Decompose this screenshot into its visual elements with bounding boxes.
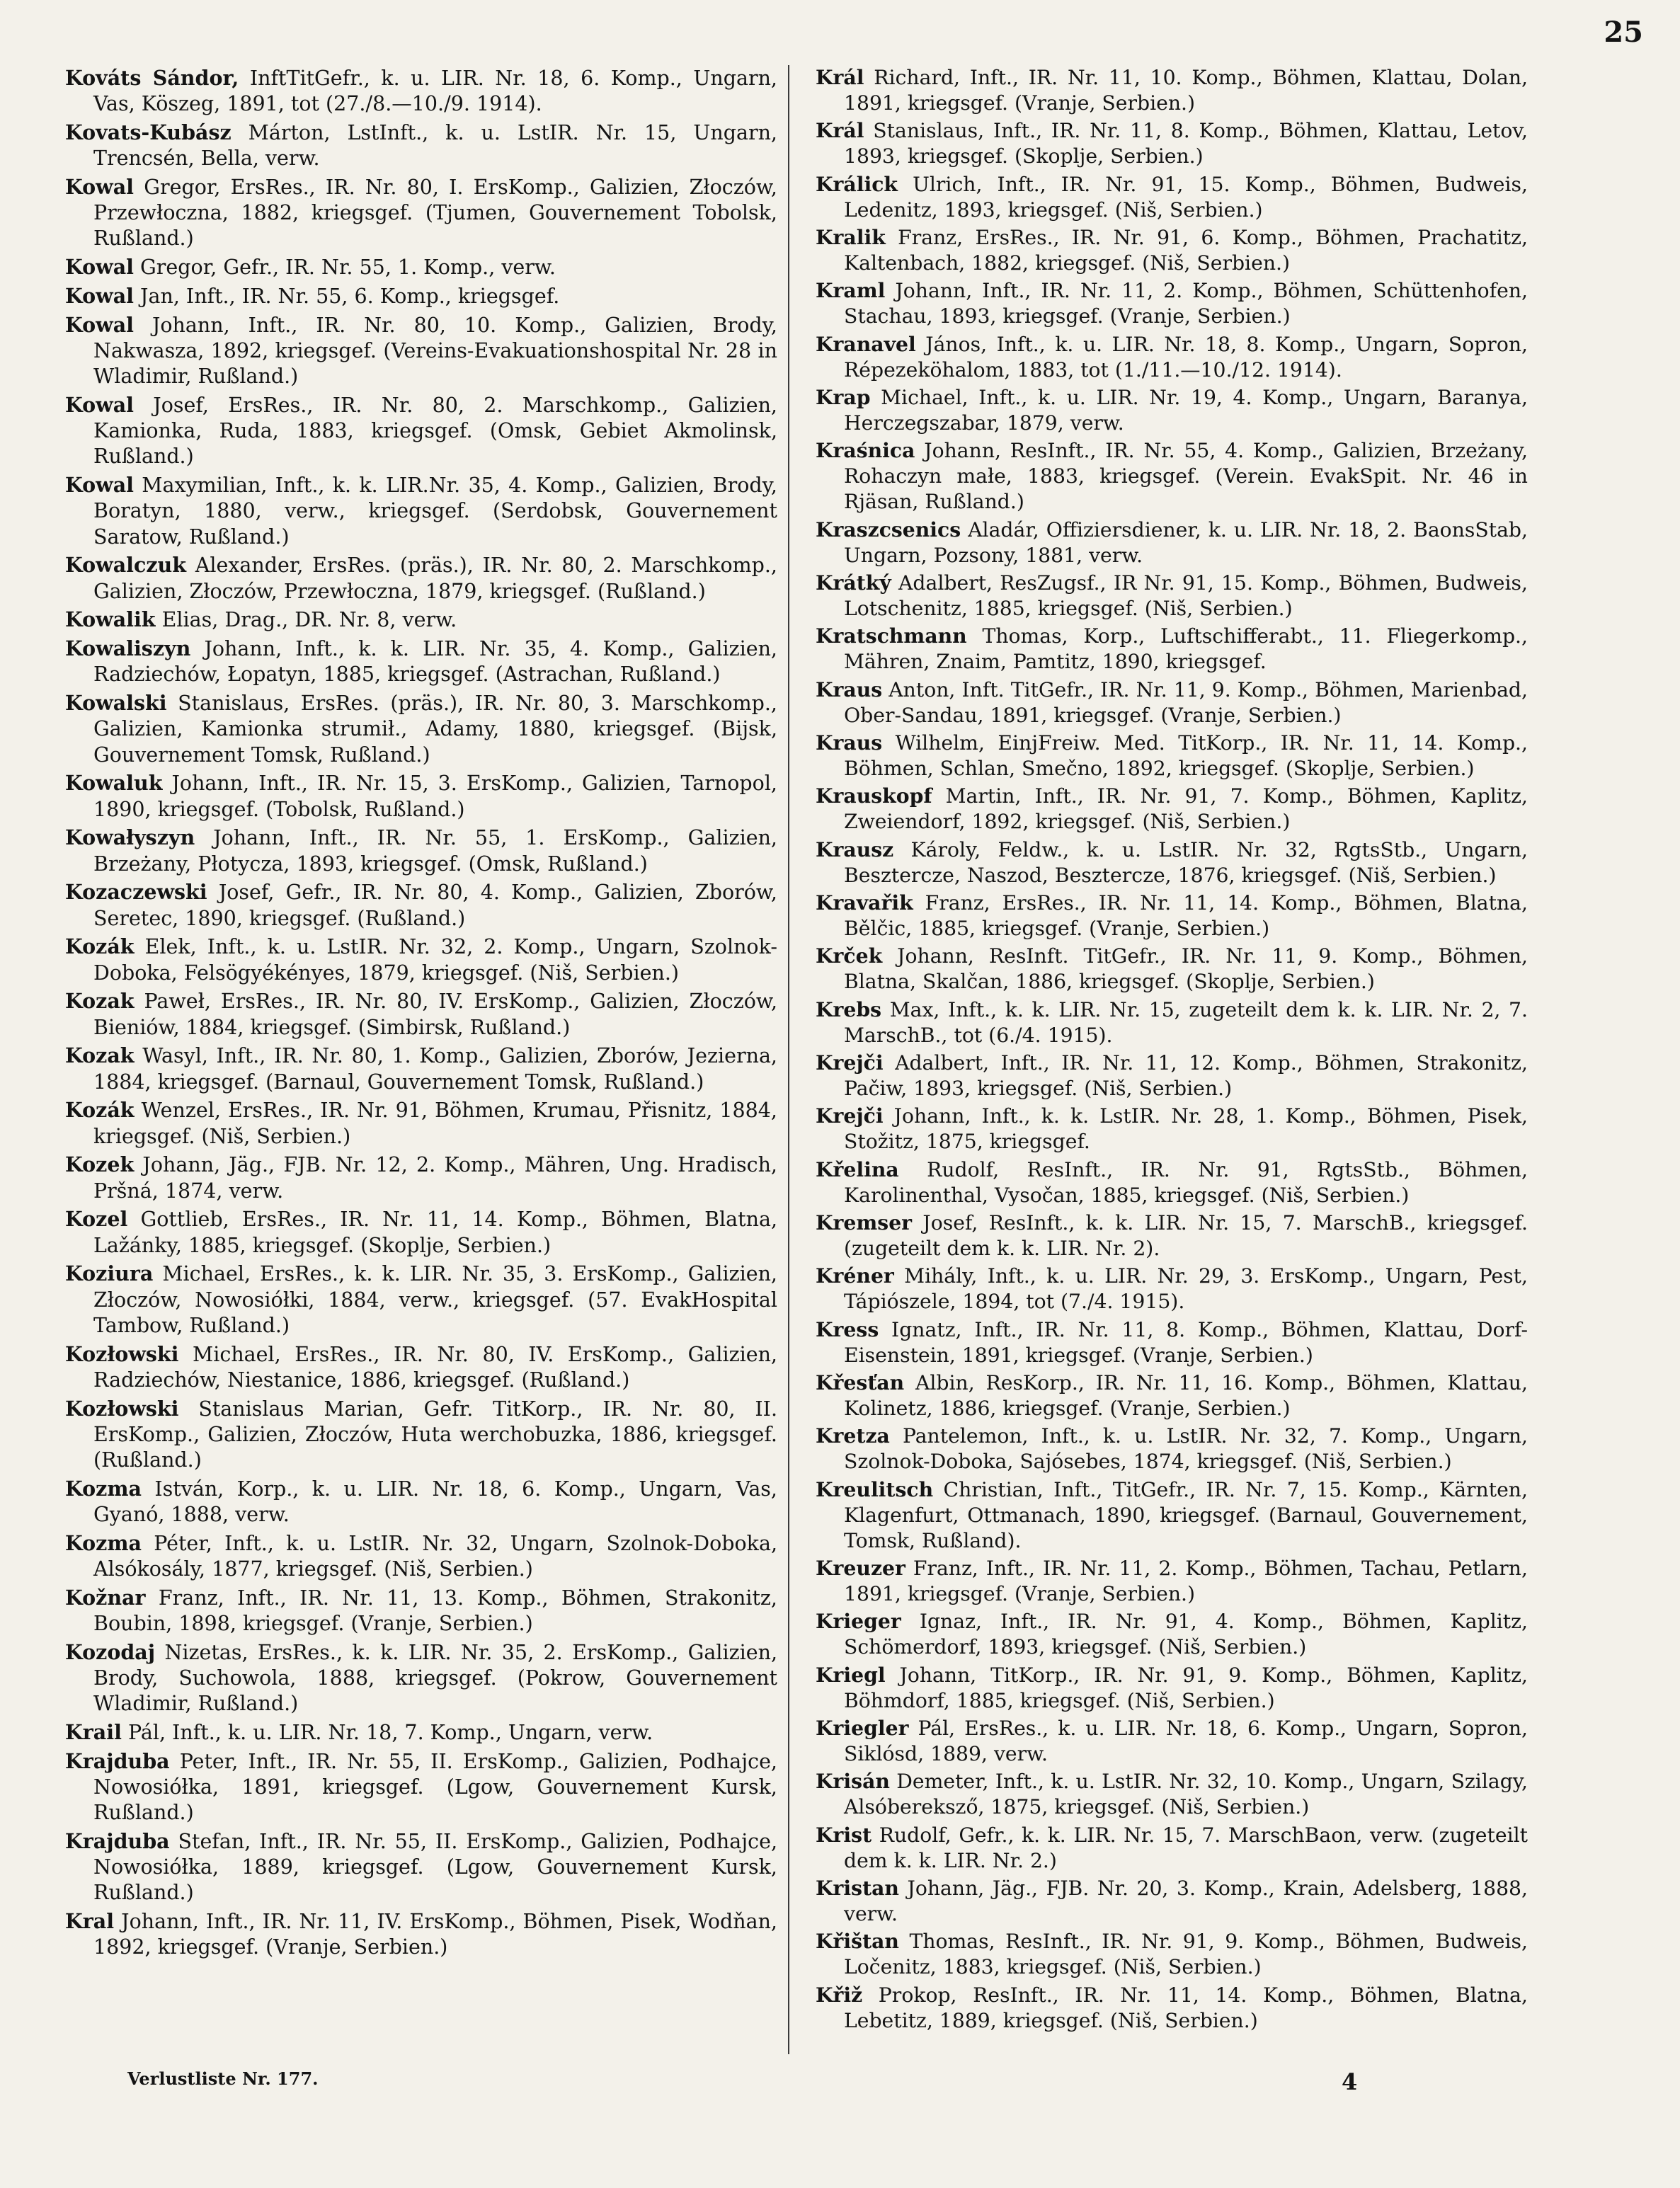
list-entry	[65, 120, 777, 171]
list-entry	[65, 283, 777, 309]
entry-details: Johann, ResInft. TitGefr., IR. Nr. 11, 9. Komp., Böhmen, Blatna, Skalčan, 1886, kriegsgef. (Skoplje, Serbien.)	[844, 944, 1528, 994]
right-column	[816, 65, 1528, 2036]
list-entry	[65, 1639, 777, 1717]
list-entry	[816, 677, 1528, 728]
list-entry	[816, 890, 1528, 941]
entry-details: Wenzel, ErsRes., IR. Nr. 91, Böhmen, Krumau, Přisnitz, 1884, kriegsgef. (Niš, Serbien.)	[93, 1099, 777, 1148]
list-entry	[65, 770, 777, 822]
entry-details: Christian, Inft., TitGefr., IR. Nr. 7, 15. Komp., Kärnten, Klagenfurt, Ottmanach, 1890, kriegsgef. (Barnaul, Gouvernement, Tomsk, Rußland).	[844, 1477, 1528, 1552]
entry-details: Albin, ResKorp., IR. Nr. 11, 16. Komp., Böhmen, Klattau, Kolinetz, 1886, kriegsgef. (Vranje, Serbien.)	[844, 1371, 1528, 1420]
entry-surname: Kozodaj	[65, 1639, 156, 1664]
entry-surname: Kraszcsenics	[816, 517, 961, 542]
entry-details: Wasyl, Inft., IR. Nr. 80, 1. Komp., Galizien, Zborów, Jezierna, 1884, kriegsgef. (Barnaul, Gouvernement Tomsk, Rußland.)	[93, 1044, 777, 1094]
entry-surname: Krausz	[816, 837, 894, 861]
entry-details: Márton, LstInft., k. u. LstIR. Nr. 15, Ungarn, Trencsén, Bella, verw.	[93, 121, 777, 171]
list-entry	[65, 879, 777, 931]
list-entry	[816, 118, 1528, 169]
list-entry	[65, 1261, 777, 1339]
list-entry	[816, 517, 1528, 568]
entry-details: Ulrich, Inft., IR. Nr. 91, 15. Komp., Böhmen, Budweis, Ledenitz, 1893, kriegsgef. (Niš, Serbien.)	[844, 172, 1528, 222]
entry-surname: Kozma	[65, 1476, 142, 1501]
entry-surname: Kretza	[816, 1424, 890, 1448]
page-number: 25	[1604, 16, 1643, 49]
entry-surname: Kozak	[65, 1043, 135, 1068]
entry-surname: Kowalik	[65, 607, 156, 632]
entry-surname: Křiž	[816, 1982, 863, 2007]
entry-surname: Kréner	[816, 1264, 894, 1288]
list-entry	[816, 1264, 1528, 1314]
entry-surname: Kowal	[65, 175, 134, 199]
entry-surname: Kraus	[816, 677, 883, 701]
entry-details: Ignatz, Inft., IR. Nr. 11, 8. Komp., Böhmen, Klattau, Dorf-Eisenstein, 1891, kriegsgef. (Vranje, Serbien.)	[844, 1317, 1528, 1367]
entry-surname: Král	[816, 118, 864, 143]
list-entry	[816, 1424, 1528, 1474]
entry-details: Stefan, Inft., IR. Nr. 55, II. ErsKomp., Galizien, Podhajce, Nowosiółka, 1889, kriegsgef. (Lgow, Gouvernement Kursk, Rußland.)	[93, 1830, 777, 1905]
entry-details: Károly, Feldw., k. u. LstIR. Nr. 32, RgtsStb., Ungarn, Besztercze, Naszod, Besztercze, 1876, kriegsgef. (Niš, Serbien.)	[844, 837, 1528, 887]
entry-surname: Kowalczuk	[65, 553, 186, 578]
list-entry	[816, 1823, 1528, 1874]
entry-details: Nizetas, ErsRes., k. k. LIR. Nr. 35, 2. ErsKomp., Galizien, Brody, Suchowola, 1888, kriegsgef. (Pokrow, Gouvernement Wladimir, Rußland.)	[93, 1640, 777, 1716]
entry-details: Prokop, ResInft., IR. Nr. 11, 14. Komp., Böhmen, Blatna, Lebetitz, 1889, kriegsgef. (Niš, Serbien.)	[844, 1983, 1528, 2032]
entry-details: Franz, ErsRes., IR. Nr. 91, 6. Komp., Böhmen, Prachatitz, Kaltenbach, 1882, kriegsgef. (Niš, Serbien.)	[844, 226, 1528, 275]
list-entry	[816, 1050, 1528, 1101]
column-divider	[788, 65, 789, 2054]
list-entry	[65, 636, 777, 687]
entry-surname: Kowal	[65, 255, 134, 280]
list-entry	[816, 1157, 1528, 1208]
entry-details: Johann, TitKorp., IR. Nr. 91, 9. Komp., Böhmen, Kaplitz, Böhmdorf, 1885, kriegsgef. (Niš, Serbien.)	[844, 1663, 1528, 1712]
entry-details: Pantelemon, Inft., k. u. LstIR. Nr. 32, 7. Komp., Ungarn, Szolnok-Doboka, Sajósebes, 1874, kriegsgef. (Niš, Serbien.)	[844, 1424, 1528, 1474]
entry-surname: Kozák	[65, 934, 135, 959]
entry-surname: Kozek	[65, 1152, 135, 1177]
list-entry	[816, 1210, 1528, 1261]
entry-surname: Krauskopf	[816, 784, 932, 808]
list-entry	[816, 438, 1528, 515]
entry-details: Johann, Inft., IR. Nr. 15, 3. ErsKomp., Galizien, Tarnopol, 1890, kriegsgef. (Tobolsk, Rußland.)	[93, 772, 777, 821]
entry-surname: Koziura	[65, 1261, 154, 1286]
entry-surname: Křesťan	[816, 1370, 905, 1395]
entry-details: Péter, Inft., k. u. LstIR. Nr. 32, Ungarn, Szolnok-Doboka, Alsókosály, 1877, kriegsgef. (Niš, Serbien.)	[93, 1531, 777, 1581]
entry-details: Franz, ErsRes., IR. Nr. 11, 14. Komp., Böhmen, Blatna, Bělčic, 1885, kriegsgef. (Vranje, Serbien.)	[844, 891, 1528, 940]
entry-surname: Kravařik	[816, 890, 913, 915]
entry-details: Josef, ResInft., k. k. LIR. Nr. 15, 7. MarschB., kriegsgef. (zugeteilt dem k. k. LIR. Nr. 2).	[844, 1211, 1528, 1260]
list-entry	[65, 1396, 777, 1474]
entry-surname: Krebs	[816, 997, 882, 1021]
entry-surname: Kozák	[65, 1098, 135, 1123]
entry-surname: Kováts Sándor,	[65, 66, 239, 90]
entry-surname: Kraml	[816, 278, 886, 303]
entry-details: Wilhelm, EinjFreiw. Med. TitKorp., IR. Nr. 11, 14. Komp., Böhmen, Schlan, Smečno, 1892, kriegsgef. (Skoplje, Serbien.)	[844, 731, 1528, 780]
entry-surname: Kowaluk	[65, 771, 163, 796]
entry-surname: Kress	[816, 1317, 879, 1341]
entry-details: Max, Inft., k. k. LIR. Nr. 15, zugeteilt dem k. k. LIR. Nr. 2, 7. MarschB., tot (6./4. 1915).	[844, 997, 1528, 1047]
entry-surname: Kowal	[65, 393, 134, 417]
entry-details: Stanislaus Marian, Gefr. TitKorp., IR. Nr. 80, II. ErsKomp., Galizien, Złoczów, Huta werchobuzka, 1886, kriegsgef. (Rußland.)	[93, 1397, 777, 1472]
list-entry	[816, 571, 1528, 622]
entry-surname: Krček	[816, 944, 883, 968]
list-entry	[816, 1477, 1528, 1554]
list-entry	[65, 1828, 777, 1906]
entry-surname: Kovats-Kubász	[65, 120, 232, 144]
entry-details: János, Inft., k. u. LIR. Nr. 18, 8. Komp., Ungarn, Sopron, Répezeköhalom, 1883, tot (1./11.—10./12. 1914).	[844, 332, 1528, 382]
entry-details: Ignaz, Inft., IR. Nr. 91, 4. Komp., Böhmen, Kaplitz, Schömerdorf, 1893, kriegsgef. (Niš, Serbien.)	[844, 1610, 1528, 1659]
entry-surname: Kremser	[816, 1210, 913, 1235]
entry-details: Johann, Inft., IR. Nr. 55, 1. ErsKomp., Galizien, Brzeżany, Płotycza, 1893, kriegsgef. (Omsk, Rußland.)	[93, 826, 777, 876]
entry-details: Mihály, Inft., k. u. LIR. Nr. 29, 3. ErsKomp., Ungarn, Pest, Tápiószele, 1894, tot (7./4. 1915).	[844, 1264, 1528, 1314]
entry-surname: Kraus	[816, 731, 883, 755]
entry-surname: Kriegl	[816, 1662, 886, 1687]
list-entry	[65, 1530, 777, 1582]
left-column	[65, 65, 777, 1963]
entry-details: Johann, Jäg., FJB. Nr. 12, 2. Komp., Mähren, Ung. Hradisch, Pršná, 1874, verw.	[93, 1153, 777, 1203]
entry-surname: Krieger	[816, 1609, 901, 1634]
list-entry	[65, 254, 777, 280]
list-entry	[816, 1370, 1528, 1421]
list-entry	[65, 472, 777, 550]
list-entry	[816, 278, 1528, 329]
entry-details: Pál, ErsRes., k. u. LIR. Nr. 18, 6. Komp., Ungarn, Sopron, Siklósd, 1889, verw.	[844, 1717, 1528, 1765]
entry-surname: Kriegler	[816, 1716, 909, 1741]
entry-surname: Kreulitsch	[816, 1477, 934, 1501]
entry-details: Aladár, Offiziersdiener, k. u. LIR. Nr. 18, 2. BaonsStab, Ungarn, Pozsony, 1881, verw.	[844, 517, 1528, 567]
list-entry	[65, 1341, 777, 1393]
footer-signature: 4	[1342, 2068, 1358, 2095]
entry-surname: Krátký	[816, 570, 891, 595]
entry-surname: Křelina	[816, 1157, 899, 1181]
entry-details: Alexander, ErsRes. (präs.), IR. Nr. 80, 2. Marschkomp., Galizien, Złoczów, Przewłoczna, 1879, kriegsgef. (Rußland.)	[93, 554, 777, 603]
entry-details: Gottlieb, ErsRes., IR. Nr. 11, 14. Komp., Böhmen, Blatna, Lažánky, 1885, kriegsgef. (Skoplje, Serbien.)	[93, 1208, 777, 1257]
entry-surname: Kozma	[65, 1530, 142, 1555]
entry-details: Demeter, Inft., k. u. LstIR. Nr. 32, 10. Komp., Ungarn, Szilagy, Alsóbereksző, 1875, kriegsgef. (Niš, Serbien.)	[844, 1770, 1528, 1819]
entry-details: Johann, Inft., IR. Nr. 11, 2. Komp., Böhmen, Schüttenhofen, Stachau, 1893, kriegsgef. (Vranje, Serbien.)	[844, 279, 1528, 328]
list-entry	[65, 312, 777, 390]
entry-surname: Krap	[816, 385, 871, 410]
entry-surname: Kreuzer	[816, 1556, 905, 1581]
entry-surname: Krail	[65, 1720, 122, 1745]
entry-details: István, Korp., k. u. LIR. Nr. 18, 6. Komp., Ungarn, Vas, Gyanó, 1888, verw.	[93, 1477, 777, 1527]
entry-details: Johann, Inft., IR. Nr. 11, IV. ErsKomp., Böhmen, Pisek, Wodňan, 1892, kriegsgef. (Vranje, Serbien.)	[93, 1910, 777, 1959]
list-entry	[65, 1908, 777, 1960]
list-entry	[816, 225, 1528, 276]
entry-surname: Kraśnica	[816, 438, 915, 463]
entry-details: Martin, Inft., IR. Nr. 91, 7. Komp., Böhmen, Kaplitz, Zweiendorf, 1892, kriegsgef. (Niš, Serbien.)	[844, 784, 1528, 834]
list-entry	[65, 1152, 777, 1203]
entry-surname: Kožnar	[65, 1585, 146, 1610]
entry-details: Josef, ErsRes., IR. Nr. 80, 2. Marschkomp., Galizien, Kamionka, Ruda, 1883, kriegsgef. (Omsk, Gebiet Akmolinsk, Rußland.)	[93, 394, 777, 469]
entry-surname: Kozłowski	[65, 1396, 179, 1421]
list-entry	[816, 997, 1528, 1048]
list-entry	[816, 1983, 1528, 2034]
entry-surname: Král	[816, 65, 864, 89]
footer-list-label: Verlustliste Nr. 177.	[127, 2068, 319, 2089]
entry-surname: Kranavel	[816, 331, 916, 356]
entry-details: Johann, Inft., k. k. LIR. Nr. 35, 4. Komp., Galizien, Radziechów, Łopatyn, 1885, kriegsgef. (Astrachan, Rußland.)	[93, 637, 777, 687]
entry-details: Richard, Inft., IR. Nr. 11, 10. Komp., Böhmen, Klattau, Dolan, 1891, kriegsgef. (Vranje, Serbien.)	[844, 66, 1528, 115]
entry-surname: Krejči	[816, 1104, 884, 1128]
list-entry	[65, 988, 777, 1040]
list-entry	[816, 172, 1528, 223]
entry-details: Rudolf, Gefr., k. k. LIR. Nr. 15, 7. MarschBaon, verw. (zugeteilt dem k. k. LIR. Nr. 2.)	[844, 1823, 1528, 1872]
entry-surname: Kowal	[65, 473, 134, 498]
entry-details: Johann, Jäg., FJB. Nr. 20, 3. Komp., Krain, Adelsberg, 1888, verw.	[844, 1877, 1528, 1925]
list-entry	[65, 607, 777, 633]
entry-details: Johann, Inft., IR. Nr. 80, 10. Komp., Galizien, Brody, Nakwasza, 1892, kriegsgef. (Vereins-Evakuationshospital Nr. 28 in Wladimir, Rußland.)	[93, 313, 777, 389]
entry-details: Stanislaus, Inft., IR. Nr. 11, 8. Komp., Böhmen, Klattau, Letov, 1893, kriegsgef. (Skoplje, Serbien.)	[844, 119, 1528, 168]
entry-surname: Kowaliszyn	[65, 636, 191, 661]
entry-details: Johann, Inft., k. k. LstIR. Nr. 28, 1. Komp., Böhmen, Pisek, Stožitz, 1875, kriegsgef.	[844, 1104, 1528, 1154]
entry-details: Peter, Inft., IR. Nr. 55, II. ErsKomp., Galizien, Podhajce, Nowosiółka, 1891, kriegsgef. (Lgow, Gouvernement Kursk, Rußland.)	[93, 1749, 777, 1825]
entry-surname: Krajduba	[65, 1829, 170, 1854]
entry-details: Elias, Drag., DR. Nr. 8, verw.	[155, 608, 457, 632]
list-entry	[816, 1929, 1528, 1980]
list-entry	[816, 1716, 1528, 1767]
entry-details: Jan, Inft., IR. Nr. 55, 6. Komp., kriegsgef.	[133, 285, 560, 308]
list-entry	[65, 392, 777, 470]
entry-details: Adalbert, Inft., IR. Nr. 11, 12. Komp., Böhmen, Strakonitz, Pačiw, 1893, kriegsgef. (Niš, Serbien.)	[844, 1051, 1528, 1100]
list-entry	[65, 825, 777, 876]
list-entry	[816, 1663, 1528, 1714]
list-entry	[816, 784, 1528, 835]
entry-details: Gregor, Gefr., IR. Nr. 55, 1. Komp., verw.	[133, 256, 556, 280]
list-entry	[816, 1876, 1528, 1927]
entry-details: Gregor, ErsRes., IR. Nr. 80, I. ErsKomp., Galizien, Złoczów, Przewłoczna, 1882, kriegsgef. (Tjumen, Gouvernement Tobolsk, Rußland.)	[93, 176, 777, 251]
entry-details: Rudolf, ResInft., IR. Nr. 91, RgtsStb., Böhmen, Karolinenthal, Vysočan, 1885, kriegsgef. (Niš, Serbien.)	[844, 1157, 1528, 1207]
entry-details: Paweł, ErsRes., IR. Nr. 80, IV. ErsKomp., Galizien, Złoczów, Bieniów, 1884, kriegsgef. (Simbirsk, Rußland.)	[93, 990, 777, 1039]
entry-surname: Kowal	[65, 312, 134, 337]
entry-surname: Kozel	[65, 1207, 128, 1232]
entry-surname: Kratschmann	[816, 624, 967, 648]
list-entry	[816, 1769, 1528, 1820]
entry-surname: Kral	[65, 1909, 115, 1934]
entry-details: Michael, ErsRes., IR. Nr. 80, IV. ErsKomp., Galizien, Radziechów, Niestanice, 1886, kriegsgef. (Rußland.)	[93, 1342, 777, 1392]
list-entry	[65, 1097, 777, 1149]
list-entry	[65, 1476, 777, 1528]
list-entry	[816, 1609, 1528, 1660]
list-entry	[65, 65, 777, 117]
entry-details: Franz, Inft., IR. Nr. 11, 13. Komp., Böhmen, Strakonitz, Boubin, 1898, kriegsgef. (Vranje, Serbien.)	[93, 1586, 777, 1636]
list-entry	[816, 65, 1528, 116]
list-entry	[816, 1104, 1528, 1155]
entry-details: Johann, ResInft., IR. Nr. 55, 4. Komp., Galizien, Brzeżany, Rohaczyn małe, 1883, kriegsgef. (Verein. EvakSpit. Nr. 46 in Rjäsan, Rußland.)	[844, 439, 1528, 514]
entry-surname: Krejči	[816, 1050, 884, 1075]
entry-details: Elek, Inft., k. u. LstIR. Nr. 32, 2. Komp., Ungarn, Szolnok-Doboka, Felsögyékényes, 1879, kriegsgef. (Niš, Serbien.)	[93, 935, 777, 985]
list-entry	[816, 385, 1528, 436]
list-entry	[816, 1556, 1528, 1607]
list-entry	[65, 552, 777, 604]
list-entry	[816, 944, 1528, 995]
entry-surname: Kowalski	[65, 691, 167, 716]
entry-surname: Krajduba	[65, 1748, 170, 1773]
list-entry	[816, 1317, 1528, 1368]
entry-surname: Krisán	[816, 1769, 890, 1794]
entry-surname: Kowałyszyn	[65, 825, 195, 850]
list-entry	[816, 624, 1528, 675]
entry-surname: Králick	[816, 171, 898, 196]
entry-details: Michael, ErsRes., k. k. LIR. Nr. 35, 3. ErsKomp., Galizien, Złoczów, Nowosiółki, 1884, verw., kriegsgef. (57. EvakHospital Tambow, Rußland.)	[93, 1262, 777, 1337]
list-entry	[816, 332, 1528, 383]
entry-surname: Kowal	[65, 284, 134, 308]
entry-details: Thomas, Korp., Luftschifferabt., 11. Fliegerkomp., Mähren, Znaim, Pamtitz, 1890, kriegsgef.	[844, 624, 1528, 674]
entry-surname: Kozak	[65, 989, 135, 1014]
list-entry	[65, 174, 777, 252]
list-entry	[65, 1585, 777, 1637]
entry-details: Josef, Gefr., IR. Nr. 80, 4. Komp., Galizien, Zborów, Seretec, 1890, kriegsgef. (Rußland.)	[93, 881, 777, 930]
list-entry	[816, 837, 1528, 888]
entry-surname: Křištan	[816, 1929, 899, 1954]
list-entry	[65, 1748, 777, 1826]
entry-details: Anton, Inft. TitGefr., IR. Nr. 11, 9. Komp., Böhmen, Marienbad, Ober-Sandau, 1891, kriegsgef. (Vranje, Serbien.)	[844, 677, 1528, 727]
list-entry	[65, 1719, 777, 1746]
entry-details: Adalbert, ResZugsf., IR Nr. 91, 15. Komp., Böhmen, Budweis, Lotschenitz, 1885, kriegsgef. (Niš, Serbien.)	[844, 571, 1528, 620]
entry-surname: Kozaczewski	[65, 880, 207, 905]
list-entry	[65, 1206, 777, 1258]
list-entry	[816, 731, 1528, 781]
entry-surname: Kristan	[816, 1876, 899, 1901]
entry-details: Thomas, ResInft., IR. Nr. 91, 9. Komp., Böhmen, Budweis, Ločenitz, 1883, kriegsgef. (Niš, Serbien.)	[844, 1930, 1528, 1979]
entry-surname: Kozłowski	[65, 1341, 179, 1366]
entry-details: Maxymilian, Inft., k. k. LIR.Nr. 35, 4. Komp., Galizien, Brody, Boratyn, 1880, verw., kriegsgef. (Serdobsk, Gouvernement Saratow, Rußland.)	[93, 474, 777, 549]
entry-surname: Kralik	[816, 225, 886, 250]
entry-details: Michael, Inft., k. u. LIR. Nr. 19, 4. Komp., Ungarn, Baranya, Herczegszabar, 1879, verw.	[844, 386, 1528, 435]
entry-surname: Krist	[816, 1822, 872, 1847]
list-entry	[65, 934, 777, 985]
list-entry	[65, 1043, 777, 1094]
entry-details: Franz, Inft., IR. Nr. 11, 2. Komp., Böhmen, Tachau, Petlarn, 1891, kriegsgef. (Vranje, Serbien.)	[844, 1557, 1528, 1605]
entry-details: Pál, Inft., k. u. LIR. Nr. 18, 7. Komp., Ungarn, verw.	[121, 1721, 653, 1745]
list-entry	[65, 690, 777, 768]
entry-details: Stanislaus, ErsRes. (präs.), IR. Nr. 80, 3. Marschkomp., Galizien, Kamionka strumił., Adamy, 1880, kriegsgef. (Bijsk, Gouvernement Tomsk, Rußland.)	[93, 692, 777, 767]
entry-details: InftTitGefr., k. u. LIR. Nr. 18, 6. Komp., Ungarn, Vas, Köszeg, 1891, tot (27./8.—10./9. 1914).	[93, 67, 777, 116]
